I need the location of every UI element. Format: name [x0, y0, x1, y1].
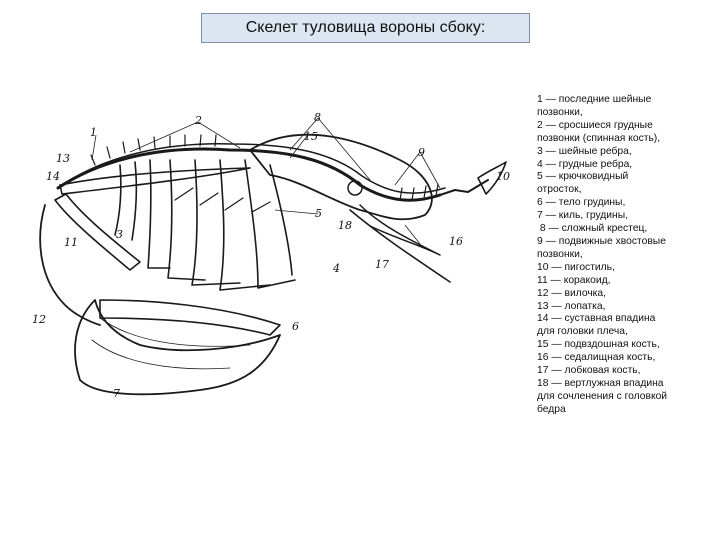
figure-label-17: 17	[375, 258, 389, 271]
pelvis	[250, 135, 432, 220]
acetabulum	[348, 181, 362, 195]
pubis	[350, 210, 450, 282]
legend-line: для сочленения с головкой	[537, 390, 668, 402]
legend-line: 5 — крючковидный	[537, 171, 629, 183]
figure-label-7: 7	[113, 387, 120, 400]
legend-line: отросток,	[537, 184, 582, 196]
keel	[75, 300, 280, 394]
legend-line: 6 — тело грудины,	[537, 197, 626, 209]
figure-label-15: 15	[304, 130, 318, 143]
legend-line: 10 — пигостиль,	[537, 261, 615, 273]
legend-line: 12 — вилочка,	[537, 287, 607, 299]
figure-label-18: 18	[338, 219, 352, 232]
legend-line: 4 — грудные ребра,	[537, 158, 633, 170]
figure-label-6: 6	[292, 320, 299, 333]
legend-line: позвонки (спинная кость),	[537, 132, 661, 144]
legend-line: 11 — коракоид,	[537, 274, 611, 286]
figure-label-2: 2	[195, 114, 202, 127]
legend	[537, 94, 717, 417]
figure-label-14: 14	[46, 170, 60, 183]
legend-line: 13 — лопатка,	[537, 300, 606, 312]
ribs	[115, 160, 295, 290]
figure-label-9: 9	[418, 146, 425, 159]
figure-label-12: 12	[32, 313, 46, 326]
figure-label-4: 4	[333, 262, 340, 275]
legend-line: 7 — киль, грудины,	[537, 210, 628, 222]
figure-label-3: 3	[116, 228, 123, 241]
sternum	[100, 300, 280, 335]
legend-line: 3 — шейные ребра,	[537, 145, 632, 157]
figure-label-10: 10	[496, 170, 510, 183]
legend-line: 18 — вертлужная впадина	[537, 377, 664, 389]
legend-line: 15 — подвздошная кость,	[537, 339, 660, 351]
legend-line: 14 — суставная впадина	[537, 313, 656, 325]
legend-line: бедра	[537, 403, 566, 415]
figure-label-1: 1	[90, 126, 97, 139]
figure-label-11: 11	[64, 236, 78, 249]
callout-lines	[92, 118, 440, 244]
figure-label-16: 16	[449, 235, 463, 248]
legend-line: 17 — лобковая кость,	[537, 365, 641, 377]
legend-line: позвонки,	[537, 106, 583, 118]
legend-line: 2 — сросшиеся грудные	[537, 119, 653, 131]
figure-label-5: 5	[315, 207, 322, 220]
figure-label-13: 13	[56, 152, 70, 165]
coracoid	[55, 194, 140, 270]
legend-line: 16 — седалищная кость,	[537, 352, 656, 364]
furcula	[40, 205, 100, 325]
legend-line: 1 — последние шейные	[537, 94, 652, 105]
legend-line: 8 — сложный крестец,	[537, 223, 648, 235]
legend-line: 9 — подвижные хвостовые	[537, 235, 666, 247]
legend-line: позвонки,	[537, 248, 583, 260]
figure-label-8: 8	[314, 111, 321, 124]
legend-line: для головки плеча,	[537, 326, 628, 338]
page-title: Скелет туловища вороны сбоку:	[245, 19, 486, 36]
